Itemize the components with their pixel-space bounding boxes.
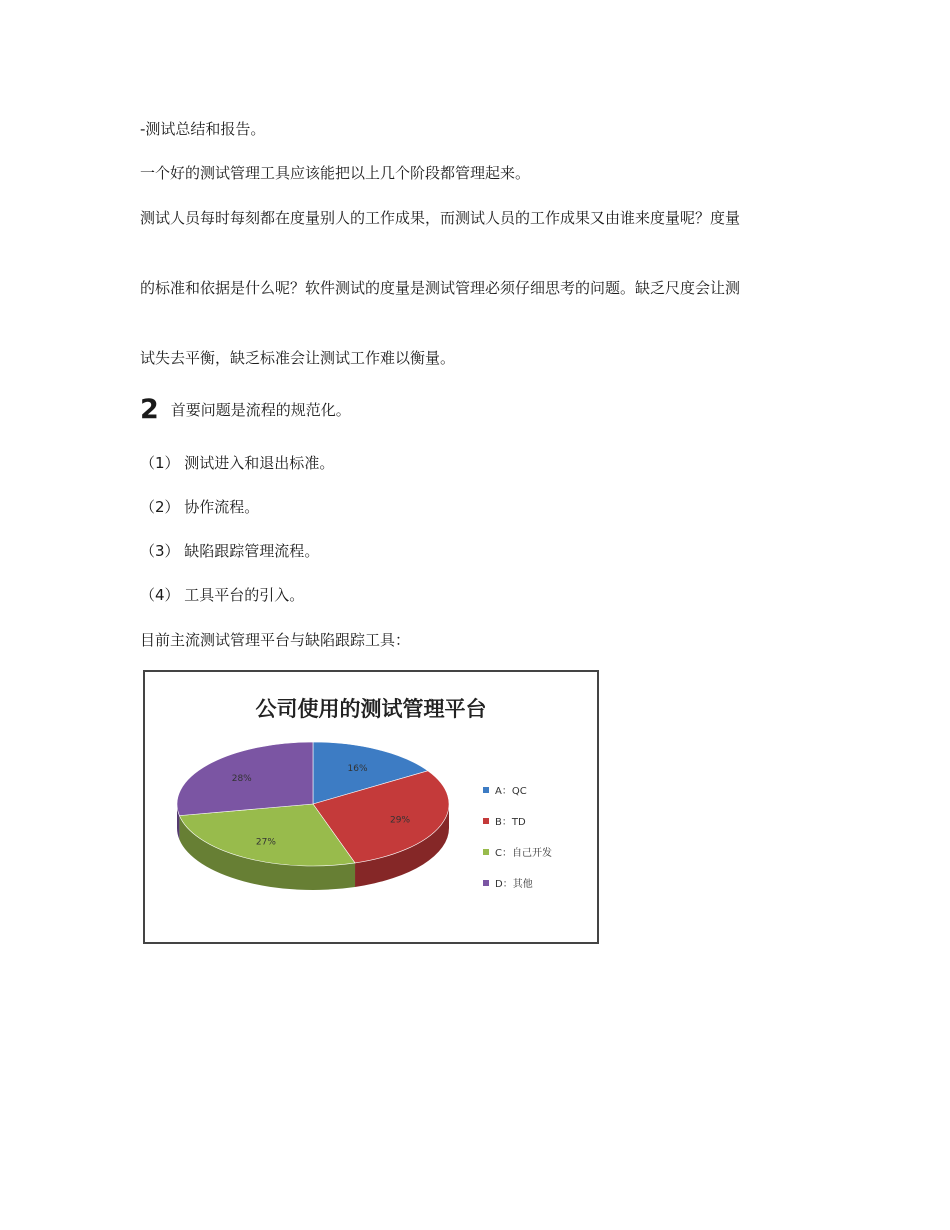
text-line-4: 的标准和依据是什么呢？软件测试的度量是测试管理必须仔细思考的问题。缺乏尺度会让测	[140, 279, 741, 297]
intro-text: 目前主流测试管理平台与缺陷跟踪工具：	[140, 631, 411, 649]
list-item: （2） 协作流程。	[140, 498, 260, 516]
section-heading	[140, 394, 351, 425]
pie-chart-figure	[143, 670, 599, 944]
legend-entry: A：QC	[495, 786, 527, 797]
list-item: （1） 测试进入和退出标准。	[140, 454, 335, 472]
legend-entry: D：其他	[495, 879, 533, 890]
legend-entry: B：TD	[495, 817, 526, 828]
pie-data-label: 16%	[347, 764, 368, 775]
legend-entry: C：自己开发	[495, 848, 552, 859]
text-line-3: 测试人员每时每刻都在度量别人的工作成果，而测试人员的工作成果又由谁来度量呢？度量	[140, 209, 741, 227]
text-line-2: 一个好的测试管理工具应该能把以上几个阶段都管理起来。	[140, 164, 531, 182]
legend-swatch	[483, 818, 489, 824]
chart-title: 公司使用的测试管理平台	[255, 697, 487, 721]
text-line-1: -测试总结和报告。	[140, 120, 266, 138]
legend-swatch	[483, 849, 489, 855]
list-item: （4） 工具平台的引入。	[140, 586, 305, 604]
pie-data-label: 29%	[390, 815, 411, 826]
pie-chart	[145, 672, 597, 942]
legend-swatch	[483, 880, 489, 886]
pie-data-label: 27%	[255, 837, 276, 848]
legend-swatch	[483, 787, 489, 793]
text-line-5: 试失去平衡，缺乏标准会让测试工作难以衡量。	[140, 349, 456, 367]
section-number: 2	[140, 394, 159, 425]
section-title: 首要问题是流程的规范化。	[170, 401, 351, 419]
list-item: （3） 缺陷跟踪管理流程。	[140, 542, 320, 560]
pie-data-label: 28%	[231, 774, 252, 785]
